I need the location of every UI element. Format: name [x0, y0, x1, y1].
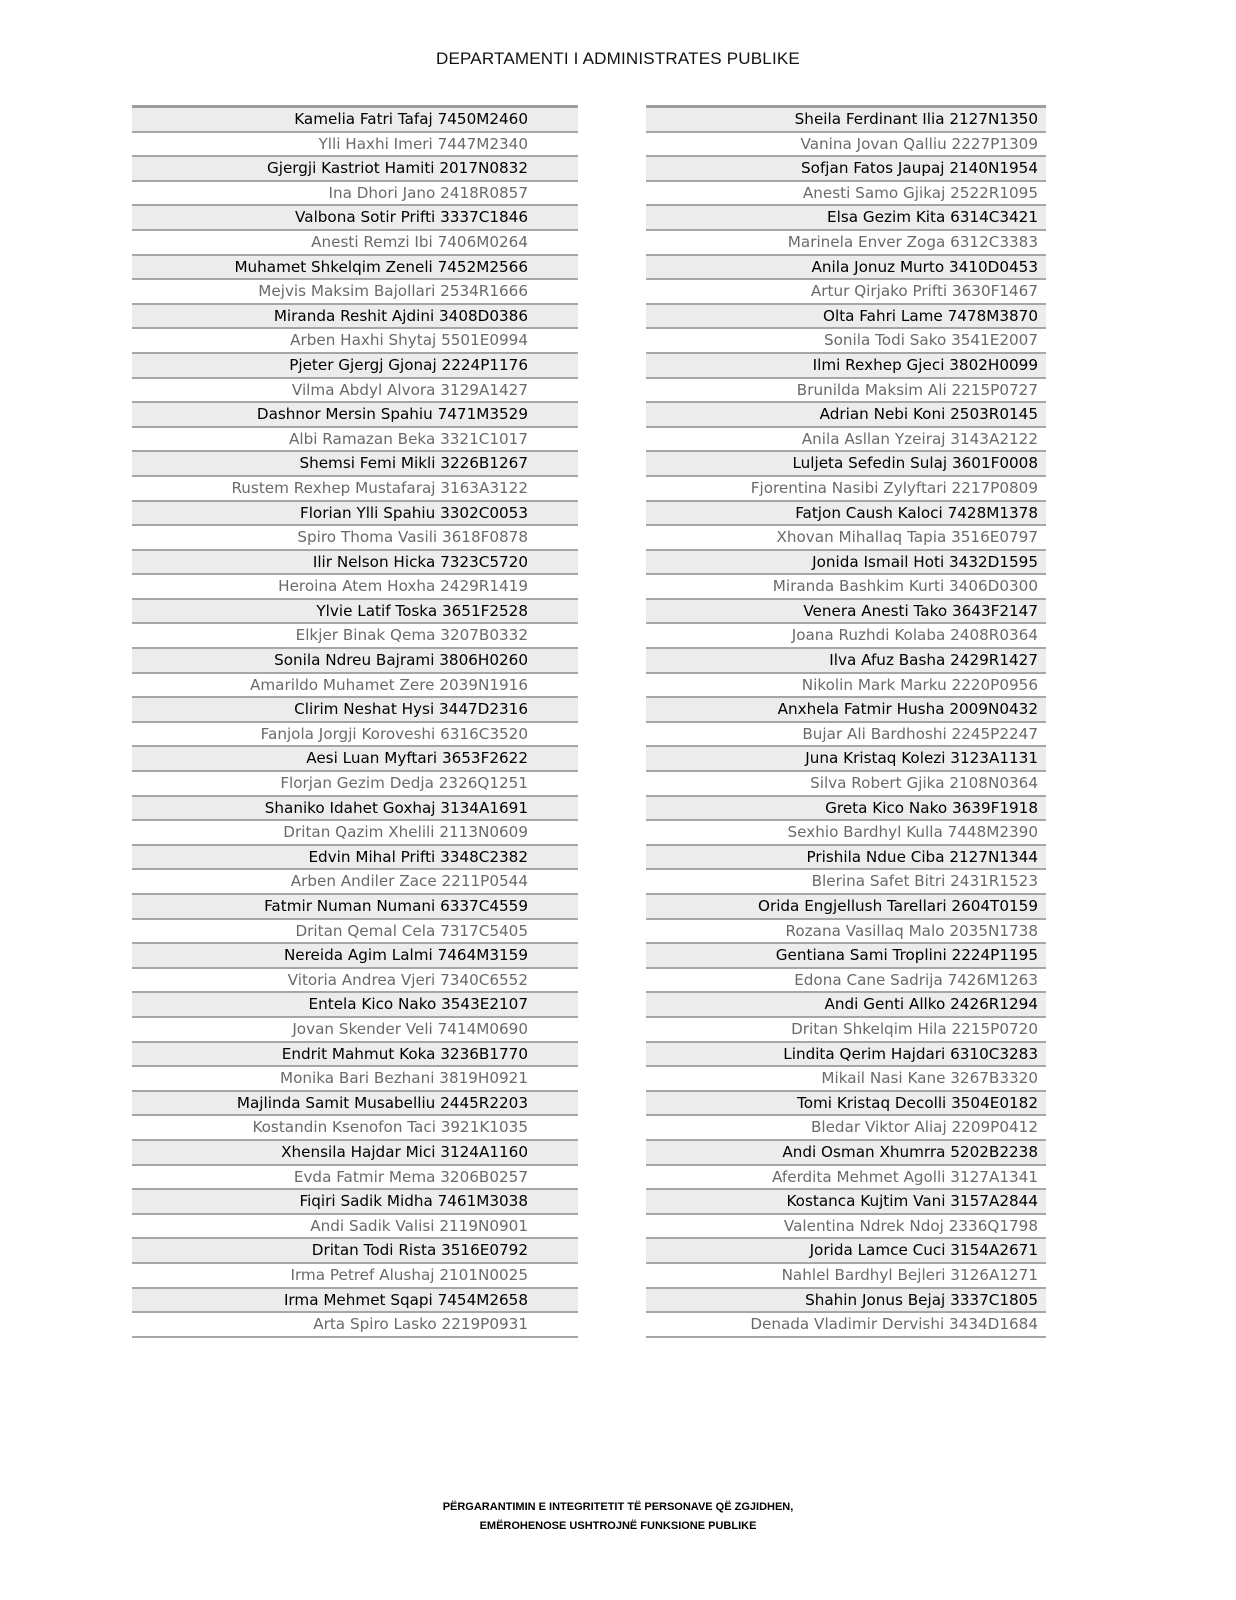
list-item: Nahlel Bardhyl Bejleri 3126A1271	[646, 1264, 1046, 1289]
list-item: Rozana Vasillaq Malo 2035N1738	[646, 920, 1046, 945]
list-item: Fiqiri Sadik Midha 7461M3038	[132, 1190, 578, 1215]
list-item: Albi Ramazan Beka 3321C1017	[132, 428, 578, 453]
list-item: Dritan Qazim Xhelili 2113N0609	[132, 821, 578, 846]
list-item: Shaniko Idahet Goxhaj 3134A1691	[132, 797, 578, 822]
list-item: Spiro Thoma Vasili 3618F0878	[132, 526, 578, 551]
list-item: Edvin Mihal Prifti 3348C2382	[132, 846, 578, 871]
list-item: Clirim Neshat Hysi 3447D2316	[132, 698, 578, 723]
list-item: Dashnor Mersin Spahiu 7471M3529	[132, 403, 578, 428]
list-item: Greta Kico Nako 3639F1918	[646, 797, 1046, 822]
list-item: Vanina Jovan Qalliu 2227P1309	[646, 133, 1046, 158]
list-item: Ilmi Rexhep Gjeci 3802H0099	[646, 354, 1046, 379]
list-item: Ilva Afuz Basha 2429R1427	[646, 649, 1046, 674]
list-item: Irma Mehmet Sqapi 7454M2658	[132, 1289, 578, 1314]
list-item: Heroina Atem Hoxha 2429R1419	[132, 575, 578, 600]
list-item: Elsa Gezim Kita 6314C3421	[646, 206, 1046, 231]
list-item: Fanjola Jorgji Koroveshi 6316C3520	[132, 723, 578, 748]
list-item: Gentiana Sami Troplini 2224P1195	[646, 944, 1046, 969]
list-item: Bledar Viktor Aliaj 2209P0412	[646, 1116, 1046, 1141]
list-item: Anesti Remzi Ibi 7406M0264	[132, 231, 578, 256]
list-item: Valentina Ndrek Ndoj 2336Q1798	[646, 1215, 1046, 1240]
list-item: Adrian Nebi Koni 2503R0145	[646, 403, 1046, 428]
list-item: Sonila Todi Sako 3541E2007	[646, 329, 1046, 354]
list-item: Anxhela Fatmir Husha 2009N0432	[646, 698, 1046, 723]
list-item: Anesti Samo Gjikaj 2522R1095	[646, 182, 1046, 207]
list-item: Miranda Bashkim Kurti 3406D0300	[646, 575, 1046, 600]
list-item: Fatmir Numan Numani 6337C4559	[132, 895, 578, 920]
list-item: Dritan Todi Rista 3516E0792	[132, 1239, 578, 1264]
list-item: Kamelia Fatri Tafaj 7450M2460	[132, 108, 578, 133]
list-item: Sofjan Fatos Jaupaj 2140N1954	[646, 157, 1046, 182]
footer-line-2: EMËROHENOSE USHTROJNË FUNKSIONE PUBLIKE	[479, 1520, 757, 1532]
list-item: Shahin Jonus Bejaj 3337C1805	[646, 1289, 1046, 1314]
list-item: Marinela Enver Zoga 6312C3383	[646, 231, 1046, 256]
list-item: Artur Qirjako Prifti 3630F1467	[646, 280, 1046, 305]
list-item: Edona Cane Sadrija 7426M1263	[646, 969, 1046, 994]
list-item: Muhamet Shkelqim Zeneli 7452M2566	[132, 256, 578, 281]
list-item: Florjan Gezim Dedja 2326Q1251	[132, 772, 578, 797]
list-item: Rustem Rexhep Mustafaraj 3163A3122	[132, 477, 578, 502]
list-item: Orida Engjellush Tarellari 2604T0159	[646, 895, 1046, 920]
list-item: Luljeta Sefedin Sulaj 3601F0008	[646, 452, 1046, 477]
list-item: Dritan Qemal Cela 7317C5405	[132, 920, 578, 945]
list-item: Blerina Safet Bitri 2431R1523	[646, 870, 1046, 895]
list-item: Aesi Luan Myftari 3653F2622	[132, 747, 578, 772]
list-item: Silva Robert Gjika 2108N0364	[646, 772, 1046, 797]
list-item: Entela Kico Nako 3543E2107	[132, 993, 578, 1018]
list-item: Arta Spiro Lasko 2219P0931	[132, 1313, 578, 1338]
list-item: Vilma Abdyl Alvora 3129A1427	[132, 379, 578, 404]
list-item: Monika Bari Bezhani 3819H0921	[132, 1067, 578, 1092]
list-item: Anila Jonuz Murto 3410D0453	[646, 256, 1046, 281]
list-item: Shemsi Femi Mikli 3226B1267	[132, 452, 578, 477]
list-item: Anila Asllan Yzeiraj 3143A2122	[646, 428, 1046, 453]
list-item: Andi Sadik Valisi 2119N0901	[132, 1215, 578, 1240]
list-item: Lindita Qerim Hajdari 6310C3283	[646, 1043, 1046, 1068]
list-item: Evda Fatmir Mema 3206B0257	[132, 1166, 578, 1191]
list-item: Sonila Ndreu Bajrami 3806H0260	[132, 649, 578, 674]
right-column	[646, 105, 1046, 1338]
list-item: Arben Haxhi Shytaj 5501E0994	[132, 329, 578, 354]
list-item: Xhensila Hajdar Mici 3124A1160	[132, 1141, 578, 1166]
list-item: Prishila Ndue Ciba 2127N1344	[646, 846, 1046, 871]
list-item: Fjorentina Nasibi Zylyftari 2217P0809	[646, 477, 1046, 502]
page-title: DEPARTAMENTI I ADMINISTRATES PUBLIKE	[436, 49, 800, 68]
list-item: Kostandin Ksenofon Taci 3921K1035	[132, 1116, 578, 1141]
list-item: Pjeter Gjergj Gjonaj 2224P1176	[132, 354, 578, 379]
list-item: Jonida Ismail Hoti 3432D1595	[646, 551, 1046, 576]
list-item: Sheila Ferdinant Ilia 2127N1350	[646, 108, 1046, 133]
list-item: Tomi Kristaq Decolli 3504E0182	[646, 1092, 1046, 1117]
list-item: Xhovan Mihallaq Tapia 3516E0797	[646, 526, 1046, 551]
list-item: Denada Vladimir Dervishi 3434D1684	[646, 1313, 1046, 1338]
list-item: Juna Kristaq Kolezi 3123A1131	[646, 747, 1046, 772]
list-item: Elkjer Binak Qema 3207B0332	[132, 624, 578, 649]
list-item: Aferdita Mehmet Agolli 3127A1341	[646, 1166, 1046, 1191]
list-item: Fatjon Caush Kaloci 7428M1378	[646, 502, 1046, 527]
list-item: Arben Andiler Zace 2211P0544	[132, 870, 578, 895]
list-item: Mejvis Maksim Bajollari 2534R1666	[132, 280, 578, 305]
list-item: Brunilda Maksim Ali 2215P0727	[646, 379, 1046, 404]
list-item: Ilir Nelson Hicka 7323C5720	[132, 551, 578, 576]
list-item: Miranda Reshit Ajdini 3408D0386	[132, 305, 578, 330]
list-item: Irma Petref Alushaj 2101N0025	[132, 1264, 578, 1289]
list-item: Valbona Sotir Prifti 3337C1846	[132, 206, 578, 231]
list-item: Ylli Haxhi Imeri 7447M2340	[132, 133, 578, 158]
list-item: Endrit Mahmut Koka 3236B1770	[132, 1043, 578, 1068]
list-item: Ina Dhori Jano 2418R0857	[132, 182, 578, 207]
list-item: Jorida Lamce Cuci 3154A2671	[646, 1239, 1046, 1264]
list-item: Jovan Skender Veli 7414M0690	[132, 1018, 578, 1043]
list-item: Nikolin Mark Marku 2220P0956	[646, 674, 1046, 699]
list-item: Dritan Shkelqim Hila 2215P0720	[646, 1018, 1046, 1043]
list-item: Florian Ylli Spahiu 3302C0053	[132, 502, 578, 527]
list-item: Amarildo Muhamet Zere 2039N1916	[132, 674, 578, 699]
list-item: Mikail Nasi Kane 3267B3320	[646, 1067, 1046, 1092]
footer-line-1: PËRGARANTIMIN E INTEGRITETIT TË PERSONAVE QË ZGJIDHEN,	[442, 1501, 794, 1513]
list-item: Olta Fahri Lame 7478M3870	[646, 305, 1046, 330]
list-item: Nereida Agim Lalmi 7464M3159	[132, 944, 578, 969]
list-item: Bujar Ali Bardhoshi 2245P2247	[646, 723, 1046, 748]
left-column	[132, 105, 578, 1338]
list-item: Ylvie Latif Toska 3651F2528	[132, 600, 578, 625]
list-item: Kostanca Kujtim Vani 3157A2844	[646, 1190, 1046, 1215]
list-item: Sexhio Bardhyl Kulla 7448M2390	[646, 821, 1046, 846]
list-item: Vitoria Andrea Vjeri 7340C6552	[132, 969, 578, 994]
footer	[0, 1498, 1236, 1536]
list-item: Andi Osman Xhumrra 5202B2238	[646, 1141, 1046, 1166]
list-item: Majlinda Samit Musabelliu 2445R2203	[132, 1092, 578, 1117]
list-item: Gjergji Kastriot Hamiti 2017N0832	[132, 157, 578, 182]
list-item: Venera Anesti Tako 3643F2147	[646, 600, 1046, 625]
list-item: Joana Ruzhdi Kolaba 2408R0364	[646, 624, 1046, 649]
list-item: Andi Genti Allko 2426R1294	[646, 993, 1046, 1018]
